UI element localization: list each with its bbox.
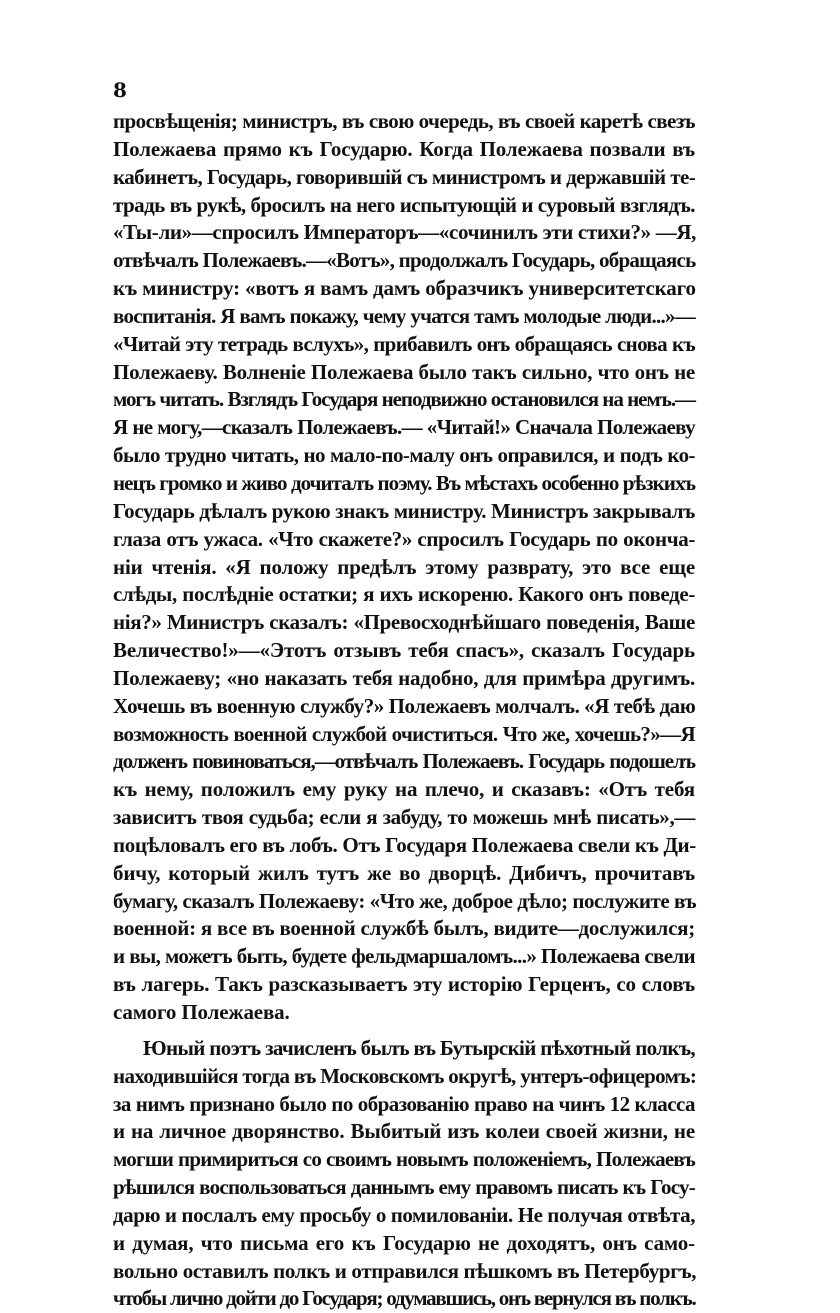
text-line: возможность военной службой очиститься. Что же, хочешь?»—Я <box>113 721 695 746</box>
text-line: въ лагерь. Такъ разсказываетъ эту исторію Герценъ, со словъ <box>113 972 695 997</box>
page-number: 8 <box>113 78 127 102</box>
text-line: чтобы лично дойти до Государя; одумавшись, онъ вернулся въ полкъ. <box>113 1286 696 1311</box>
text-line: ніи чтенія. «Я положу предѣлъ этому разврату, это все еще <box>113 554 695 579</box>
text-line: Полежаеву. Волненіе Полежаева было такъ сильно, что онъ не <box>113 359 695 384</box>
text-line: и думая, что письма его къ Государю не доходятъ, онъ само- <box>113 1230 695 1255</box>
text-line: «Ты-ли»—спросилъ Императоръ—«сочинилъ эти стихи?» —Я, <box>113 220 697 245</box>
text-line: долженъ повиноваться,—отвѣчалъ Полежаевъ. Государь подошелъ <box>113 749 695 774</box>
text-line: воспитанія. Я вамъ покажу, чему учатся тамъ молодые люди...»— <box>113 303 695 328</box>
text-line: Полежаева прямо къ Государю. Когда Полежаева позвали въ <box>113 136 695 161</box>
text-line: рѣшился воспользоваться даннымъ ему правомъ писать къ Госу- <box>113 1175 695 1200</box>
text-line: дарю и послалъ ему просьбу о помилованіи. Не получая отвѣта, <box>113 1202 695 1227</box>
text-line: Я не могу,—сказалъ Полежаевъ.— «Читай!» Сначала Полежаеву <box>113 415 695 440</box>
paragraph-spacer <box>113 1027 695 1035</box>
text-line: Государь дѣлалъ рукою знакъ министру. Министръ закрывалъ <box>113 498 696 523</box>
text-line: «Читай эту тетрадь вслухъ», прибавилъ онъ обращаясь снова къ <box>113 331 695 356</box>
text-line: Юный поэтъ зачисленъ былъ въ Бутырскій пѣхотный полкъ, <box>143 1035 696 1060</box>
text-line: Хочешь въ военную службу?» Полежаевъ молчалъ. «Я тебѣ даю <box>113 693 696 718</box>
text-line: Полежаеву; «но наказать тебя надобно, для примѣра другимъ. <box>113 665 695 690</box>
text-line: находившійся тогда въ Московскомъ округѣ, унтеръ-офицеромъ: <box>113 1063 697 1088</box>
text-line: отвѣчалъ Полежаевъ.—«Вотъ», продолжалъ Государь, обращаясь <box>113 248 696 273</box>
text-line: было трудно читать, но мало-по-малу онъ оправился, и подъ ко- <box>113 443 695 468</box>
text-line: къ нему, положилъ ему руку на плечо, и сказавъ: «Отъ тебя <box>113 777 695 802</box>
text-line: самого Полежаева. <box>113 1000 290 1024</box>
paragraph-2 <box>113 1035 695 1313</box>
text-line: бумагу, сказалъ Полежаеву: «Что же, доброе дѣло; послужите въ <box>113 888 697 913</box>
text-line: могъ читать. Взглядъ Государя неподвижно остановился на немъ.— <box>113 387 695 412</box>
text-line: и на личное дворянство. Выбитый изъ колеи своей жизни, не <box>113 1119 695 1144</box>
text-line: зависитъ твоя судьба; если я забуду, то можешь мнѣ писать»,— <box>113 805 695 830</box>
text-line: глаза отъ ужаса. «Что скажете?» спросилъ Государь по оконча- <box>113 526 695 551</box>
text-line: нецъ громко и живо дочиталъ поэму. Въ мѣстахъ особенно рѣзкихъ <box>113 470 695 495</box>
text-line: бичу, который жилъ тутъ же во дворцѣ. Дибичъ, прочитавъ <box>113 860 695 885</box>
text-line: слѣды, послѣдніе остатки; я ихъ искореню. Какого онъ поведе- <box>113 582 695 607</box>
paragraph-1 <box>113 108 695 1027</box>
text-line: могши примириться со своимъ новымъ положеніемъ, Полежаевъ <box>113 1147 695 1172</box>
text-line: военной: я все въ военной службѣ былъ, видите—дослужился; <box>113 916 695 941</box>
text-line: къ министру: «вотъ я вамъ дамъ образчикъ университетскаго <box>113 276 696 301</box>
text-line: просвѣщенія; министръ, въ свою очередь, въ своей каретѣ свезъ <box>113 109 695 133</box>
text-line: вольно оставилъ полкъ и отправился пѣшкомъ въ Петербургъ, <box>113 1258 697 1283</box>
text-line: Величество!»—«Этотъ отзывъ тебя спасъ», сказалъ Государь <box>113 638 695 663</box>
text-line: и вы, можетъ быть, будете фельдмаршаломъ...» Полежаева свели <box>113 944 695 969</box>
text-line: за нимъ признано было по образованію право на чинъ 12 класса <box>113 1091 695 1116</box>
body-text <box>113 108 695 1313</box>
text-line: поцѣловалъ его въ лобъ. Отъ Государя Полежаева свели къ Ди- <box>113 832 696 857</box>
text-line: кабинетъ, Государь, говорившій съ министромъ и державшій те- <box>113 164 696 189</box>
text-line: традь въ рукѣ, бросилъ на него испытующій и суровый взглядъ. <box>113 192 695 217</box>
text-line: нія?» Министръ сказалъ: «Превосходнѣйшаго поведенія, Ваше <box>113 610 695 635</box>
